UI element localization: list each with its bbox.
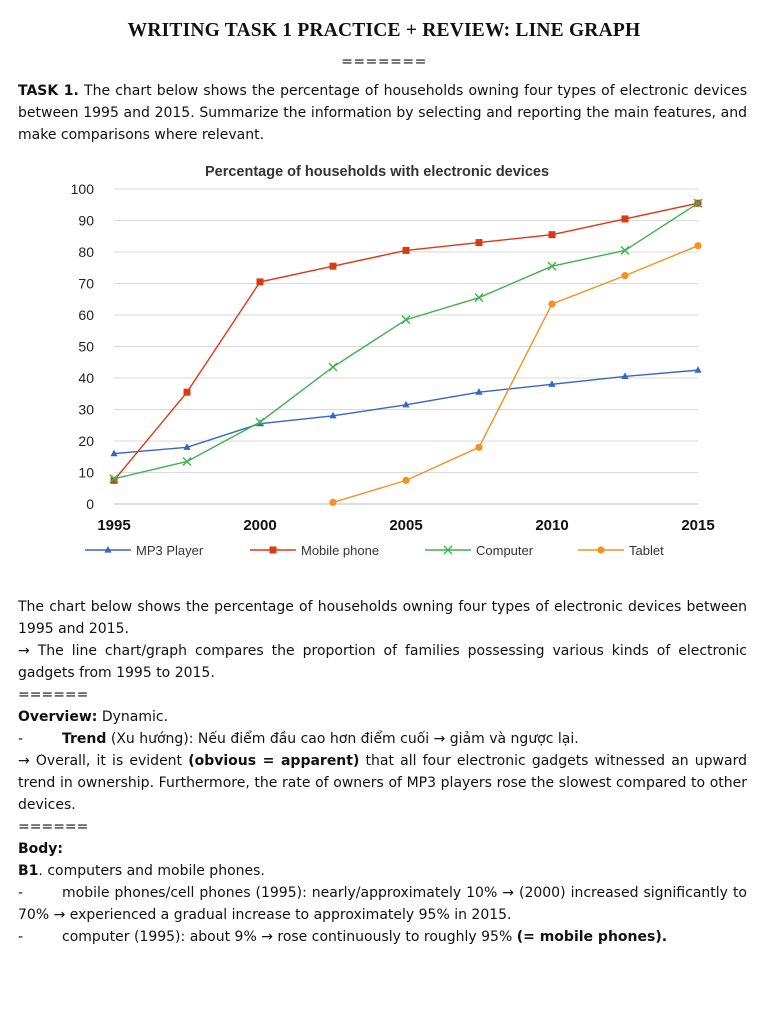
paragraph-task-restate: The chart below shows the percentage of households owning four types of electronic devices between 1995 and 2015. bbox=[18, 599, 747, 637]
trend-line bbox=[18, 728, 747, 750]
chart-legend bbox=[85, 543, 664, 558]
y-tick-label: 30 bbox=[78, 401, 94, 418]
legend-item-mobile-phone bbox=[250, 543, 379, 558]
b1-line bbox=[18, 860, 747, 882]
trend-dash: - bbox=[18, 731, 24, 747]
data-point bbox=[330, 263, 337, 270]
data-point bbox=[548, 300, 555, 307]
list-item-computer bbox=[18, 926, 747, 948]
overview-text: Dynamic. bbox=[97, 709, 169, 725]
data-point bbox=[475, 444, 482, 451]
y-tick-label: 90 bbox=[78, 212, 94, 229]
data-point bbox=[402, 477, 409, 484]
b1-text: . computers and mobile phones. bbox=[38, 863, 265, 879]
legend-item-computer bbox=[425, 543, 534, 558]
task-label: TASK 1. bbox=[18, 83, 79, 99]
x-tick-label: 2005 bbox=[389, 517, 423, 534]
page-title: WRITING TASK 1 PRACTICE + REVIEW: LINE GRAPH bbox=[127, 20, 641, 41]
chart-svg bbox=[60, 152, 740, 572]
data-point bbox=[694, 242, 701, 249]
body-heading: Body: bbox=[18, 841, 64, 857]
list-item-mobile bbox=[18, 882, 747, 926]
separator-2: ====== bbox=[18, 819, 89, 835]
data-point bbox=[621, 272, 628, 279]
overall-text-bold: (obvious = apparent) bbox=[188, 753, 360, 769]
y-tick-label: 100 bbox=[70, 181, 94, 197]
b1-label: B1 bbox=[18, 863, 39, 879]
data-point bbox=[402, 316, 410, 324]
y-tick-label: 10 bbox=[78, 464, 94, 481]
data-point bbox=[329, 363, 337, 371]
y-tick-label: 80 bbox=[78, 244, 94, 260]
y-tick-label: 20 bbox=[78, 433, 94, 449]
data-point bbox=[476, 239, 483, 246]
overall-text-c: that all four electronic gadgets witnessed an upward trend in ownership. Furthermore, the rate of owners of MP3 players rose the slowest compared to other devices. bbox=[18, 753, 747, 813]
item2-dash: - bbox=[18, 929, 24, 945]
series-line-computer bbox=[114, 203, 698, 479]
chart-grid bbox=[114, 189, 698, 504]
x-tick-label: 1995 bbox=[97, 517, 131, 534]
trend-label: Trend bbox=[62, 731, 107, 747]
data-point bbox=[184, 389, 191, 396]
data-point bbox=[329, 499, 336, 506]
item2-bold: (= mobile phones). bbox=[516, 929, 668, 945]
y-tick-label: 40 bbox=[78, 370, 94, 386]
data-point bbox=[549, 231, 556, 238]
legend-label: Tablet bbox=[629, 543, 664, 558]
overview-label: Overview: bbox=[18, 709, 98, 725]
data-point bbox=[694, 366, 701, 373]
trend-text: (Xu hướng): Nếu điểm đầu cao hơn điểm cuối → giảm và ngược lại. bbox=[106, 731, 579, 747]
task-prompt bbox=[18, 80, 747, 146]
y-tick-label: 60 bbox=[78, 307, 94, 323]
overall-paragraph bbox=[18, 750, 747, 816]
overall-text-a: → Overall, it is evident bbox=[18, 753, 189, 769]
x-axis-ticks bbox=[97, 517, 714, 534]
legend-label: Mobile phone bbox=[301, 543, 380, 558]
line-chart bbox=[60, 152, 740, 572]
x-tick-label: 2010 bbox=[535, 517, 569, 534]
title-separator: ======= bbox=[341, 54, 427, 70]
paragraph-paraphrase: → The line chart/graph compares the proportion of families possessing various kinds of electronic gadgets from 1995 to 2015. bbox=[18, 643, 747, 681]
legend-item-tablet bbox=[578, 543, 664, 558]
analysis-body bbox=[18, 596, 747, 948]
chart-title: Percentage of households with electronic devices bbox=[204, 164, 550, 180]
data-point bbox=[597, 546, 604, 553]
series-line-mobile-phone bbox=[114, 203, 698, 480]
x-tick-label: 2000 bbox=[243, 517, 277, 534]
separator-1: ====== bbox=[18, 687, 89, 703]
y-tick-label: 0 bbox=[86, 496, 94, 512]
chart-series bbox=[110, 199, 702, 506]
task-text: The chart below shows the percentage of households owning four types of electronic devices between 1995 and 2015. Summarize the information by selecting and reporting the main features, and make comparisons where relevant. bbox=[18, 83, 747, 143]
y-tick-label: 70 bbox=[78, 275, 94, 292]
data-point bbox=[403, 247, 410, 254]
series-line-tablet bbox=[333, 246, 698, 503]
overview-line bbox=[18, 706, 747, 728]
data-point bbox=[475, 294, 483, 302]
legend-item-mp3-player bbox=[85, 543, 204, 558]
legend-label: Computer bbox=[476, 543, 534, 558]
x-tick-label: 2015 bbox=[681, 517, 715, 534]
item1-dash: - bbox=[18, 885, 24, 901]
y-axis-ticks bbox=[71, 181, 95, 512]
y-tick-label: 50 bbox=[78, 338, 94, 355]
legend-label: MP3 Player bbox=[136, 543, 204, 558]
data-point bbox=[270, 547, 277, 554]
item2-text: computer (1995): about 9% → rose continuously to roughly 95% bbox=[62, 929, 517, 945]
item1-text: mobile phones/cell phones (1995): nearly/approximately 10% → (2000) increased significantly to 70% → experienced a gradual increase to approximately 95% in 2015. bbox=[18, 885, 747, 923]
data-point bbox=[622, 215, 629, 222]
data-point bbox=[257, 278, 264, 285]
